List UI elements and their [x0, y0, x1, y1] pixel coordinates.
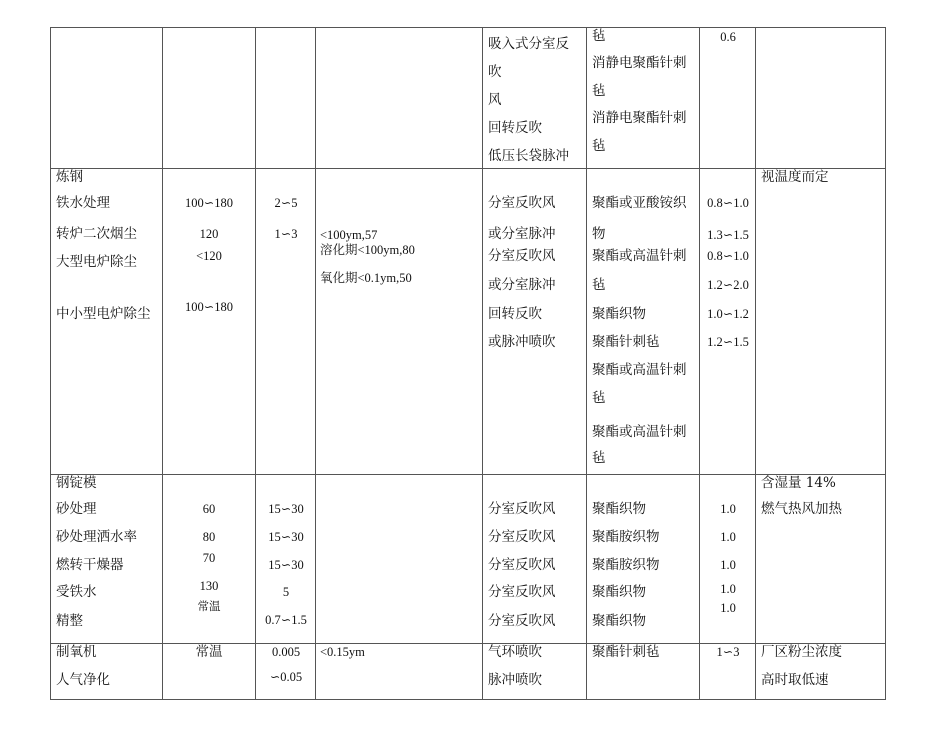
filter-material-text: 毡 [592, 277, 606, 293]
application-name-text: 铁水处理 [56, 195, 110, 211]
application-name-text: 转炉二次烟尘 [56, 226, 137, 242]
table-border [50, 699, 886, 700]
filter-material-text: 聚酯胺织物 [592, 557, 660, 573]
filter-velocity-text: 1.0 [720, 558, 736, 572]
application-name-text: 钢锭模 [56, 475, 97, 491]
cleaning-method-text: 吹 [488, 64, 502, 80]
gas-temperature-text: 80 [202, 530, 216, 544]
gas-temperature-text: 100∽180 [185, 196, 233, 210]
filter-velocity-text: 1.0 [720, 601, 736, 615]
filter-velocity-text: 1.0 [720, 502, 736, 516]
cleaning-method-text: 回转反吹 [488, 120, 542, 136]
cleaning-method-text: 或分室脉冲 [488, 226, 556, 242]
application-name-text: 燃转干燥器 [56, 557, 124, 573]
gas-temperature-text: 100∽180 [185, 300, 233, 314]
particle-size-text: <0.15ym [320, 645, 365, 659]
remarks-text: 含湿量 14% [761, 475, 836, 491]
filter-material-text: 毡 [592, 390, 606, 406]
dust-concentration-text: 15∽30 [268, 502, 304, 516]
filter-material-text: 聚酯或亚酸铵织 [592, 195, 687, 211]
column-divider [255, 27, 256, 700]
gas-temperature-text: 60 [202, 502, 216, 516]
column-divider [315, 27, 316, 700]
dust-concentration-text: ∽0.05 [269, 670, 303, 684]
application-name-text: 砂处理洒水率 [56, 529, 137, 545]
application-name-text: 人气净化 [56, 672, 110, 688]
filter-material-text: 聚酯或高温针刺 [592, 362, 687, 378]
gas-temperature-text: 常温 [197, 599, 221, 613]
filter-material-text: 毡 [592, 450, 606, 466]
application-name-text: 精整 [56, 613, 83, 629]
cleaning-method-text: 或脉冲喷吹 [488, 334, 556, 350]
cleaning-method-text: 分室反吹风 [488, 529, 556, 545]
application-name-text: 大型电炉除尘 [56, 254, 137, 270]
filter-material-text: 聚酯针刺毡 [592, 334, 660, 350]
filter-material-text: 消静电聚酯针刺 [592, 55, 687, 71]
filter-velocity-text: 1.0∽1.2 [707, 307, 749, 321]
filter-material-text: 聚酯织物 [592, 306, 646, 322]
dust-concentration-text: 5 [282, 585, 290, 599]
filter-material-text: 毡 [592, 83, 606, 99]
cleaning-method-text: 气环喷吹 [488, 644, 542, 660]
column-divider [482, 27, 483, 700]
application-name-text: 受铁水 [56, 584, 97, 600]
cleaning-method-text: 分室反吹风 [488, 557, 556, 573]
remarks-text: 视温度而定 [761, 169, 829, 185]
cleaning-method-text: 脉冲喷吹 [488, 672, 542, 688]
cleaning-method-text: 吸入式分室反 [488, 36, 569, 52]
application-name-text: 制氧机 [56, 644, 97, 660]
gas-temperature-text: 70 [202, 551, 216, 565]
particle-size-text: 溶化期<100ym,80 [320, 243, 415, 257]
dust-concentration-text: 0.005 [271, 645, 301, 659]
application-name-text: 炼钢 [56, 169, 83, 185]
filter-material-text: 聚酯或高温针刺 [592, 424, 687, 440]
filter-material-text: 毡 [592, 28, 606, 44]
dust-concentration-text: 15∽30 [268, 530, 304, 544]
filter-material-text: 消静电聚酯针刺 [592, 110, 687, 126]
filter-material-text: 聚酯针刺毡 [592, 644, 660, 660]
gas-temperature-text: 130 [199, 579, 219, 593]
cleaning-method-text: 分室反吹风 [488, 195, 556, 211]
cleaning-method-text: 分室反吹风 [488, 584, 556, 600]
particle-size-text: <100ym,57 [320, 228, 378, 242]
dust-concentration-text: 15∽30 [268, 558, 304, 572]
filter-velocity-text: 1.0 [720, 530, 736, 544]
application-name-text: 中小型电炉除尘 [56, 306, 151, 322]
remarks-text: 高时取低速 [761, 672, 829, 688]
application-name-text: 砂处理 [56, 501, 97, 517]
cleaning-method-text: 分室反吹风 [488, 613, 556, 629]
column-divider [755, 27, 756, 700]
cleaning-method-text: 风 [488, 92, 502, 108]
cleaning-method-text: 或分室脉冲 [488, 277, 556, 293]
filter-velocity-text: 1∽3 [716, 645, 740, 659]
filter-material-text: 聚酯胺织物 [592, 529, 660, 545]
table-border [885, 27, 886, 700]
cleaning-method-text: 低压长袋脉冲 [488, 148, 569, 164]
filter-material-text: 聚酯织物 [592, 501, 646, 517]
gas-temperature-text: 120 [199, 227, 219, 241]
filter-velocity-text: 0.6 [720, 30, 736, 44]
remarks-text: 燃气热风加热 [761, 501, 842, 517]
filter-material-text: 聚酯织物 [592, 613, 646, 629]
filter-material-text: 聚酯织物 [592, 584, 646, 600]
dust-concentration-text: 1∽3 [274, 227, 298, 241]
column-divider [699, 27, 700, 700]
column-divider [586, 27, 587, 700]
filter-velocity-text: 1.2∽1.5 [707, 335, 749, 349]
filter-material-text: 聚酯或高温针刺 [592, 248, 687, 264]
dust-concentration-text: 2∽5 [274, 196, 298, 210]
gas-temperature-text: 常温 [195, 644, 223, 660]
filter-velocity-text: 1.2∽2.0 [707, 278, 749, 292]
table-border [50, 27, 51, 700]
dust-concentration-text: 0.7∽1.5 [265, 613, 307, 627]
cleaning-method-text: 分室反吹风 [488, 248, 556, 264]
filter-material-text: 物 [592, 226, 606, 242]
particle-size-text: 氧化期<0.1ym,50 [320, 271, 412, 285]
filter-velocity-text: 1.0 [720, 582, 736, 596]
column-divider [162, 27, 163, 700]
filter-material-text: 毡 [592, 138, 606, 154]
filter-velocity-text: 0.8∽1.0 [707, 249, 749, 263]
table-border [50, 27, 886, 28]
cleaning-method-text: 分室反吹风 [488, 501, 556, 517]
gas-temperature-text: <120 [196, 249, 222, 263]
filter-velocity-text: 1.3∽1.5 [707, 228, 749, 242]
filter-velocity-text: 0.8∽1.0 [707, 196, 749, 210]
cleaning-method-text: 回转反吹 [488, 306, 542, 322]
remarks-text: 厂区粉尘浓度 [761, 644, 842, 660]
